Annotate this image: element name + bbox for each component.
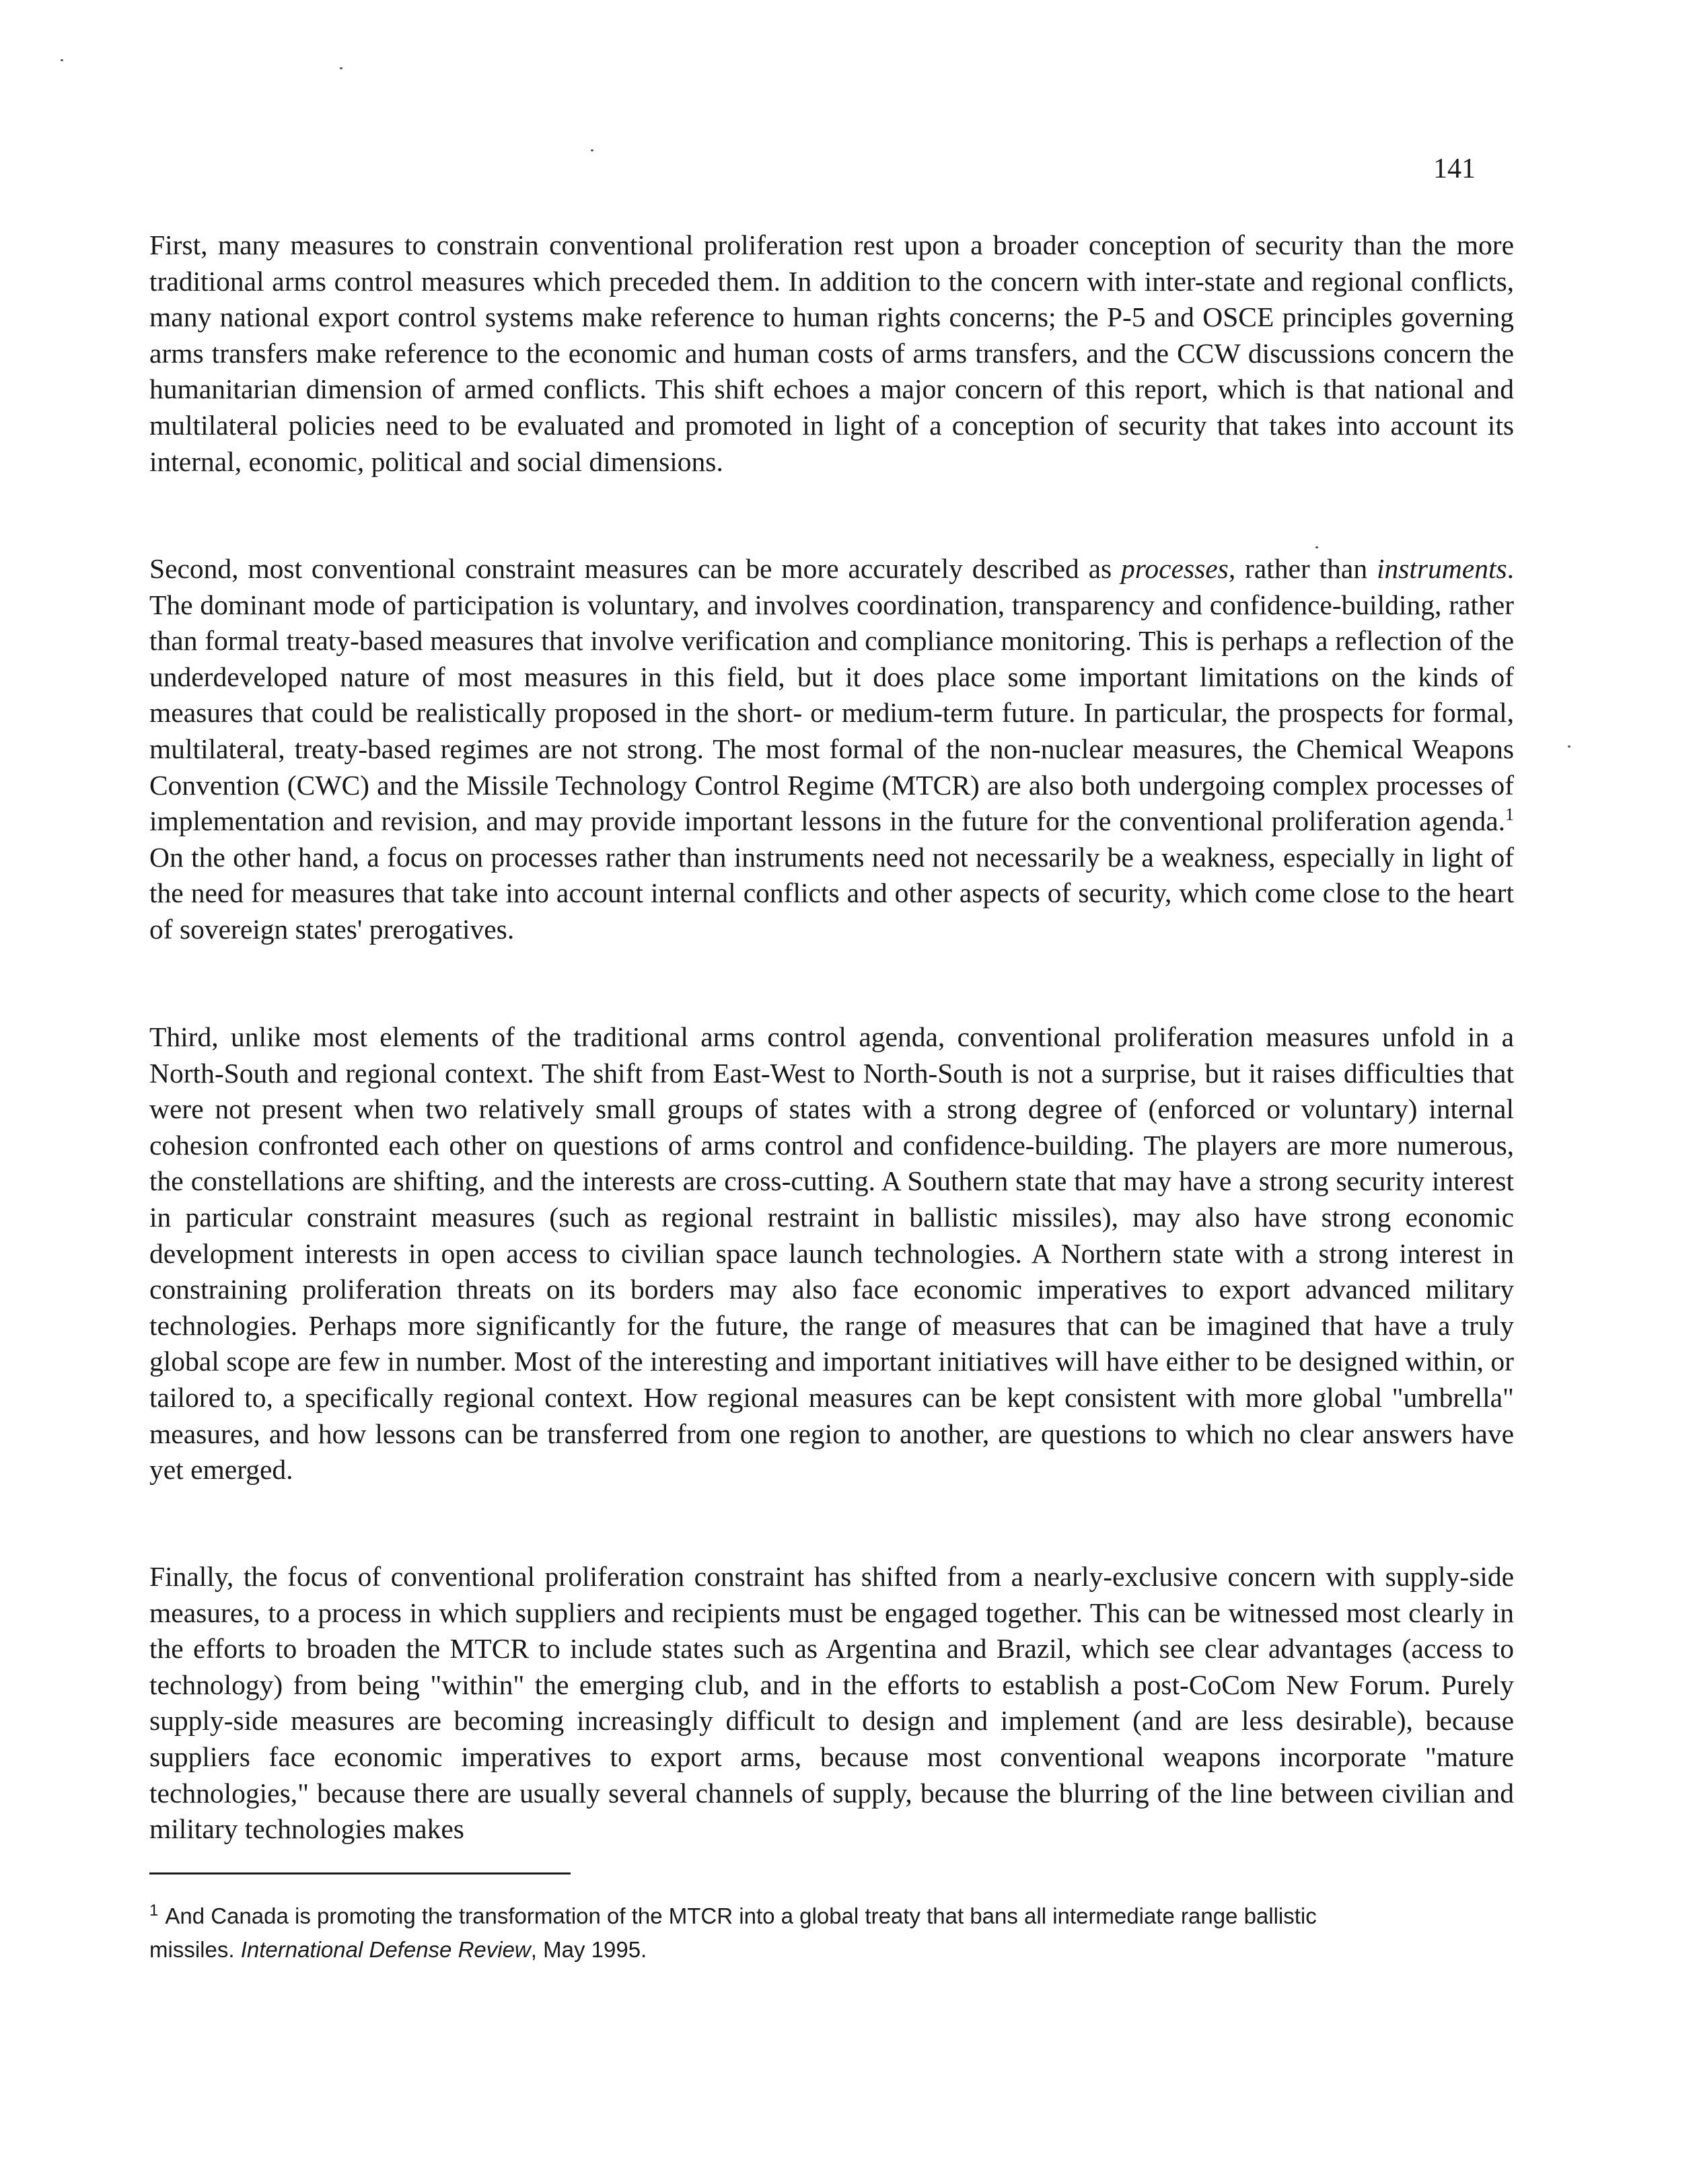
paragraph-second-rest: . The dominant mode of participation is voluntary, and involves coordination, transparency and confidence-building, rather than formal treaty-based measures that involve verification and compliance monitoring. This is perhaps a reflection of the underdeveloped nature of most measures in this field, but it does place some important limitations on the kinds of measures that could be realistically proposed in the short- or medium-term future. In particular, the prospects for formal, multilateral, treaty-based regimes are not strong. The most formal of the non-nuclear measures, the Chemical Weapons Convention (CWC) and the Missile Technology Control Regime (MTCR) are also both undergoing complex processes of implementation and revision, and may provide important lessons in the future for the conventional proliferation agenda. [149, 553, 1514, 837]
footnote-marker: 1 [149, 1901, 159, 1920]
scan-speck [1315, 546, 1318, 548]
scan-speck [340, 67, 342, 69]
footnote-text: And Canada is promoting the transformation of the MTCR into a global treaty that bans all intermediate range ballistic missiles. [149, 1903, 1317, 1962]
scan-speck [1568, 745, 1570, 748]
paragraph-first: First, many measures to constrain conventional proliferation rest upon a broader conception of security than the more traditional arms control measures which preceded them. In addition to the concern with inter-state and regional conflicts, many national export control systems make reference to human rights concerns; the P-5 and OSCE principles governing arms transfers make reference to the economic and human costs of arms transfers, and the CCW discussions concern the humanitarian dimension of armed conflicts. This shift echoes a major concern of this report, which is that national and multilateral policies need to be evaluated and promoted in light of a conception of security that takes into account its internal, economic, political and social dimensions. [149, 229, 1514, 477]
emphasis-instruments: instruments [1376, 553, 1507, 584]
paragraph-second-lead: Second, most conventional constraint measures can be more accurately described as [149, 553, 1121, 584]
paragraph-fourth: Finally, the focus of conventional proliferation constraint has shifted from a nearly-exclusive concern with supply-side measures, to a process in which suppliers and recipients must be engaged together. This can be witnessed most clearly in the efforts to broaden the MTCR to include states such as Argentina and Brazil, which see clear advantages (access to technology) from being "within" the emerging club, and in the efforts to establish a post-CoCom New Forum. Purely supply-side measures are becoming increasingly difficult to design and implement (and are less desirable), because suppliers face economic imperatives to export arms, because most conventional weapons incorporate "mature technologies," because there are usually several channels of supply, because the blurring of the line between civilian and military technologies makes [149, 1561, 1514, 1845]
scan-speck [61, 59, 63, 61]
paragraph-third: Third, unlike most elements of the traditional arms control agenda, conventional proliferation measures unfold in a North-South and regional context. The shift from East-West to North-South is not a surprise, but it raises difficulties that were not present when two relatively small groups of states with a strong degree of (enforced or voluntary) internal cohesion confronted each other on questions of arms control and confidence-building. The players are more numerous, the constellations are shifting, and the interests are cross-cutting. A Southern state that may have a strong security interest in particular constraint measures (such as regional restraint in ballistic missiles), may also have strong economic development interests in open access to civilian space launch technologies. A Northern state with a strong interest in constraining proliferation threats on its borders may also face economic imperatives to export advanced military technologies. Perhaps more significantly for the future, the range of measures that can be imagined that have a truly global scope are few in number. Most of the interesting and important initiatives will have either to be designed within, or tailored to, a specifically regional context. How regional measures can be kept consistent with more global "umbrella" measures, and how lessons can be transferred from one region to another, are questions to which no clear answers have yet emerged. [149, 1021, 1514, 1486]
footnote-source-date: , May 1995. [530, 1937, 647, 1962]
paragraph-second [149, 551, 1514, 948]
page-number: 141 [1433, 153, 1476, 184]
footnote [149, 1899, 1394, 1967]
footnote-reference[interactable]: 1 [1505, 805, 1514, 825]
scan-speck [591, 149, 593, 151]
paragraph-second-tail: On the other hand, a focus on processes rather than instruments need not necessarily be a weakness, especially in light of the need for measures that take into account internal conflicts and other aspects of security, which come close to the heart of sovereign states' prerogatives. [149, 841, 1514, 945]
paragraph-second-mid: , rather than [1228, 553, 1377, 584]
footnote-source-title: International Defense Review [240, 1937, 531, 1962]
footnote-divider [149, 1872, 571, 1874]
emphasis-processes: processes [1121, 553, 1229, 584]
